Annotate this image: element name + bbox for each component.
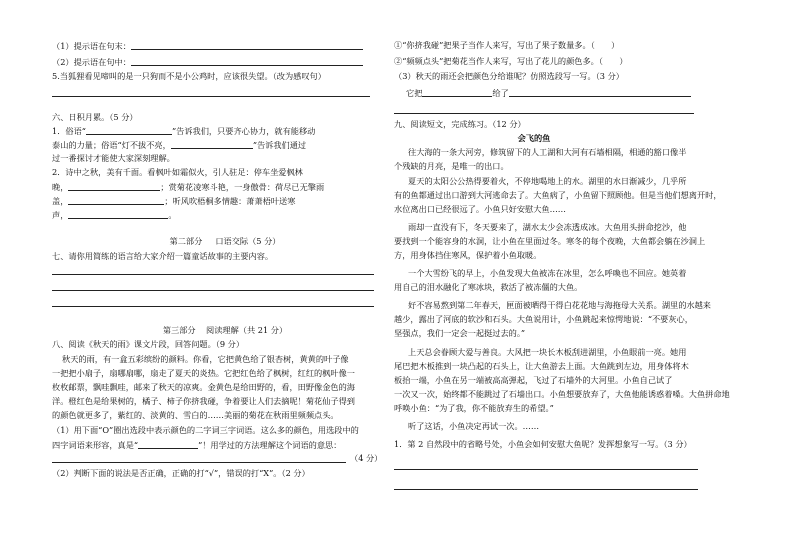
q9-1-answer-line2[interactable] — [394, 489, 698, 490]
story-line2: 个残缺的月亮，是唯一的出口。 — [394, 161, 509, 171]
q8-1-score: （4 分） — [350, 453, 383, 463]
q9-1-prompt: 1．第 2 自然段中的省略号处，小鱼会如何安慰大鱼呢？发挥想象写一写。（3 分） — [394, 439, 692, 449]
s6-line4: 2．诗中之秋，美有千面。看枫叶如霜似火，引人驻足：停车坐爱枫林 — [52, 167, 303, 177]
story-line3: 夏天的太阳公公热得要着火，不停地喝地上的水。湖里的水日渐减少，几乎所 — [408, 176, 687, 186]
s6-blank4[interactable] — [68, 195, 164, 205]
q8-3-blank2[interactable] — [509, 87, 691, 97]
story-line11: 好不容易熬到第二年春天，匣面被晒得干得白花花地与海拖母大关系。湖里的水越来 — [408, 300, 711, 310]
judge-item-2[interactable]: ②“频频点头”把菊花当作人来写，写出了花儿的颜色多。（ ） — [394, 56, 628, 66]
passage-line3: 枚枚邮票，飘哇飘哇，邮来了秋天的凉爽。金黄色是给田野的，看，田野像金色的海 — [52, 382, 355, 392]
passage-line4: 洋。橙红色是给果树的，橘子、柿子你挤我碰，争着要让人们去摘呢！菊花仙子得到 — [52, 396, 355, 406]
story-line5: 水位离出口已经很远了。小鱼只好安慰大鱼…… — [394, 204, 566, 214]
story-line8: 方，用身体挡住寒风，保护着小鱼取暖。 — [394, 250, 542, 260]
s6-blank1[interactable] — [86, 125, 172, 135]
passage-line2: 一把把小扇子，扇哪扇哪，扇走了夏天的炎热。它把红色给了枫树，红红的枫叶像一 — [52, 368, 355, 378]
story-line4: 有的鱼都通过出口游到大河逃命去了。大鱼病了，小鱼留下照顾他。但是当他们想离开时， — [394, 190, 722, 200]
story-line9: 一个大雪纷飞的早上，小鱼发现大鱼被冻在冰里，怎么呼喚也不回应。她英着 — [408, 268, 687, 278]
story-line7: 要找到一个能容身的水洞，让小鱼在里面过冬。寒冬的每个夜晚，大鱼都会躺在沙洞上 — [394, 236, 706, 246]
s7-answer-line3[interactable] — [52, 306, 374, 307]
q8-1-line2: 四字词语来形容，真是“ ”！用学过的方法理解这个词语的意思： — [52, 440, 342, 450]
s6-line6: 盖， ；听风吹梧桐多情趣：萧萧梧叶送寒 — [52, 196, 296, 206]
q4-2-prompt: （2）提示语在句中： — [52, 57, 131, 67]
judge-item-1[interactable]: ①“你挤我碰”把果子当作人来写，写出了果子数量多。（ ） — [394, 40, 620, 50]
q8-3-template: 它把 给了 — [406, 87, 691, 99]
right-column — [394, 0, 740, 550]
story-line6: 雨却一直没有下，冬天要来了，湖水太少会冻透成冰。大鱼用头拼命挖沙，他 — [408, 222, 687, 232]
story-line1: 往大海的一条大河旁，修筑留下的人工湖和大河有石墙相隔，相通的豁口像半 — [408, 147, 687, 157]
story-line14: 上天总会眷顾大爱与善良。大风把一块长木板刮进湖里，小鱼眼前一亮。她用 — [408, 347, 687, 357]
q8-3-prompt: （3）秋天的雨还会把颜色分给谁呢？仿照选段写一写。（3 分） — [394, 71, 624, 81]
part3-heading: 第三部分 阅读理解（共 21 分） — [162, 325, 288, 335]
story-line13: 坚强点，我们一定会一起挺过去的。” — [394, 328, 526, 338]
q5-prompt: 5.当狐狸看见啼叫的是一只狗而不是小公鸡时，应该很失望。（改为感叹句） — [52, 71, 326, 81]
q8-3-answer-line[interactable] — [394, 113, 694, 114]
s6-blank5[interactable] — [68, 209, 168, 219]
q5-answer-line[interactable] — [52, 96, 370, 97]
section6-title: 六、日积月累。（5 分） — [52, 112, 138, 122]
section8-title: 八、阅读《秋天的雨》课文片段，回答问题。（9 分） — [52, 339, 245, 349]
q4-2-line — [52, 56, 363, 68]
s6-line7: 声， 。 — [52, 210, 177, 220]
q4-1-answer-blank[interactable] — [131, 40, 363, 50]
q8-1-idiom-blank[interactable] — [138, 439, 198, 449]
part2-heading: 第二部分 口语交际（5 分） — [169, 236, 281, 246]
s7-answer-line1[interactable] — [52, 274, 374, 275]
q4-2-answer-blank[interactable] — [131, 56, 363, 66]
q8-2-prompt: （2）判断下面的说法是否正确，正确的打“√”，错误的打“X”。（2 分） — [52, 468, 310, 478]
story-line16: 板抬一端，小鱼在另一端被高高弹起，飞过了石墙外的大河里。小鱼自己试了 — [394, 375, 673, 385]
story-line19: 听了这话，小鱼决定再试一次。…… — [408, 421, 540, 431]
passage-line1: 秋天的雨，有一盒五彩缤纷的颜料。你看，它把黄色给了银杏树，黄黄的叶子像 — [62, 354, 349, 364]
s6-line2: 泰山的力量；俗语“灯不拔不亮， ”告诉我们通过 — [52, 140, 307, 150]
s6-blank2[interactable] — [171, 139, 253, 149]
story-line15: 尾巴把木板推到一块凸起的石头上，让大鱼游去上面。大鱼跳到左边，用身体将木 — [394, 361, 689, 371]
s7-answer-line2[interactable] — [52, 290, 374, 291]
s6-line3: 过一番探讨才能使大家深刻理解。 — [52, 153, 175, 163]
story-line12: 越少，露出了河底的软沙和石头。大鱼说用计，小鱼跳起来惊愕地说：“不要灰心， — [394, 314, 693, 324]
s6-line5: 晚， ；赏菊花凌寒斗艳，一身傲骨：荷尽已无擎雨 — [52, 182, 325, 192]
left-column — [52, 0, 398, 550]
story-line17: 一次又一次，始终都不能跳过了石墙出口。小鱼想要放弃了，大鱼他能诱惑着嗓。大鱼拼命地 — [394, 389, 730, 399]
q8-3-blank1[interactable] — [422, 87, 492, 97]
s6-line1: 1．俗语“ ”告诉我们，只要齐心协力，就有能移动 — [52, 126, 316, 136]
story-title: 会飞的鱼 — [517, 133, 551, 143]
story-line18: 呼唤小鱼：“为了我，你不能放弃生的希望。” — [394, 403, 554, 413]
q4-1-prompt: （1）提示语在句末： — [52, 41, 131, 51]
passage-line5: 的颜色就更多了，紫红的、淡黄的、雪白的……美丽的菊花在秋雨里频频点头。 — [52, 410, 339, 420]
story-line10: 用自己的泪水融化了寒冰块，救活了被冻僵的大鱼。 — [394, 282, 583, 292]
q9-1-answer-line1[interactable] — [394, 469, 698, 470]
section7-prompt: 七、请你用简练的语言给大家介绍一篇童话故事的主要内容。 — [52, 251, 274, 261]
q8-1-meaning-line[interactable] — [52, 462, 346, 463]
s6-blank3[interactable] — [68, 181, 160, 191]
section9-title: 九、阅读短文，完成练习。（12 分） — [394, 119, 526, 129]
q4-1-line — [52, 40, 363, 52]
q8-1-line1: （1）用下面“O”圈出选段中表示颜色的二字词三字词语。这么多的颜色，用选段中的 — [52, 425, 359, 435]
